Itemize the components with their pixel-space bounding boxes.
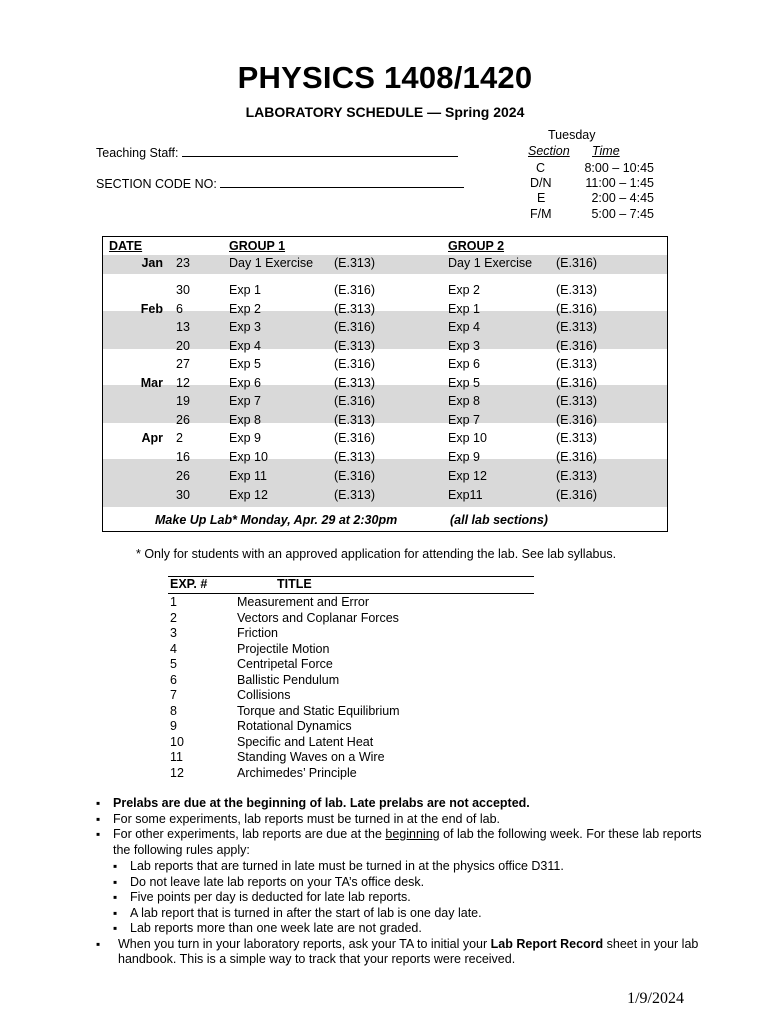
rule-item [96,827,716,937]
exp-title: Torque and Static Equilibrium [237,703,400,718]
sub-rule-item: ▪ Five points per day is deducted for late lab reports. [96,890,716,906]
group1-room: (E.313) [334,339,375,353]
group1-room: (E.313) [334,488,375,502]
group2-activity: Exp 7 [448,413,480,427]
day-label: Tuesday [548,128,596,142]
group2-room: (E.313) [556,394,597,408]
teaching-staff-field [96,145,458,160]
date-header: DATE [109,239,143,253]
sub-rule-item: ▪ Lab reports that are turned in late must be turned in at the physics office D311. [96,859,716,875]
group2-room: (E.313) [556,357,597,371]
group2-room: (E.316) [556,256,597,270]
group2-room: (E.316) [556,413,597,427]
group2-room: (E.313) [556,431,597,445]
rule-item: ▪ For some experiments, lab reports must be turned in at the end of lab. [96,812,716,828]
group1-room: (E.316) [334,357,375,371]
exp-number: 3 [170,626,177,640]
rule-text: of lab the following week. For these lab reports the following rules apply: [113,827,702,857]
experiment-row [168,626,534,642]
month-label: Jan [141,256,163,270]
group1-activity: Exp 6 [229,376,261,390]
section-time: 8:00 – 10:45 [584,161,654,175]
group2-room: (E.313) [556,320,597,334]
group1-activity: Exp 12 [229,488,268,502]
month-label: Apr [141,431,163,445]
group1-activity: Exp 2 [229,302,261,316]
rule-emphasis: Lab Report Record [490,936,604,951]
schedule-table [102,236,668,532]
section-time: 2:00 – 4:45 [591,191,654,205]
group2-activity: Exp 2 [448,283,480,297]
section-code: F/M [530,207,552,221]
group2-activity: Exp 10 [448,431,487,445]
schedule-row [103,256,667,274]
section-row [520,191,660,207]
group2-room: (E.313) [556,283,597,297]
group2-activity: Exp 1 [448,302,480,316]
exp-number: 12 [170,765,184,780]
schedule-row [103,450,667,468]
makeup-lab-note: Make Up Lab* Monday, Apr. 29 at 2:30pm [155,513,398,527]
footnote: * Only for students with an approved application for attending the lab. See lab syllabus. [136,547,617,561]
rule-text: sheet in your lab handbook. This is a simple way to track that your reports were received. [118,936,699,966]
experiment-row [168,719,534,735]
day-label: 16 [176,450,190,464]
month-label: Mar [140,376,163,390]
group1-room: (E.316) [334,283,375,297]
exp-title: Projectile Motion [237,641,330,656]
group1-room: (E.313) [334,413,375,427]
group2-room: (E.316) [556,376,597,390]
group1-activity: Exp 1 [229,283,261,297]
group1-room: (E.313) [334,450,375,464]
experiment-row [168,595,534,611]
group1-room: (E.313) [334,302,375,316]
day-label: 13 [176,320,190,334]
section-code: D/N [530,176,552,190]
day-label: 6 [176,302,183,316]
group1-room: (E.316) [334,469,375,483]
section-code-blank [220,176,464,188]
group1-activity: Exp 3 [229,320,261,334]
exp-title: Rotational Dynamics [237,719,352,733]
exp-number: 4 [170,641,177,656]
experiment-row [168,766,534,782]
experiment-row [168,735,534,751]
experiment-row [168,642,534,658]
experiment-row [168,657,534,673]
experiment-row [168,750,534,766]
time-header: Time [592,144,620,158]
exp-title: Standing Waves on a Wire [237,750,385,764]
exp-number: 11 [170,750,183,764]
group1-activity: Exp 11 [229,469,267,483]
schedule-row [103,469,667,487]
day-label: 19 [176,394,190,408]
exp-title: Friction [237,626,278,640]
exp-title: Specific and Latent Heat [237,734,374,749]
exp-number: 2 [170,610,177,625]
experiment-row [168,704,534,720]
day-label: 26 [176,413,190,427]
group1-header: GROUP 1 [229,239,286,253]
group2-room: (E.316) [556,450,597,464]
experiment-row [168,688,534,704]
group1-activity: Day 1 Exercise [229,256,314,270]
group1-room: (E.316) [334,394,375,408]
group2-activity: Exp11 [448,488,483,502]
teaching-staff-blank [182,145,458,157]
section-header: Section [528,144,570,158]
group1-room: (E.313) [334,376,375,390]
sub-rule-item: ▪ Do not leave late lab reports on your TA’s office desk. [96,875,716,891]
schedule-row [103,339,667,357]
section-code: C [536,161,546,175]
day-label: 23 [176,256,190,270]
section-row [520,207,660,223]
schedule-row [103,394,667,412]
rule-item [96,937,716,968]
exp-number: 9 [170,719,177,733]
section-time: 11:00 – 1:45 [585,176,654,190]
day-label: 2 [176,431,183,445]
group2-room: (E.313) [556,469,597,483]
month-label: Feb [140,302,163,316]
group2-activity: Exp 8 [448,394,480,408]
schedule-row [103,302,667,320]
group2-activity: Exp 12 [448,469,487,483]
exp-title: Archimedes’ Principle [237,765,357,780]
day-label: 12 [176,376,190,390]
exp-title: Vectors and Coplanar Forces [237,610,399,625]
teaching-staff-label: Teaching Staff: [96,146,179,160]
group1-room: (E.313) [334,256,375,270]
group1-activity: Exp 4 [229,339,261,353]
group2-activity: Exp 3 [448,339,480,353]
sub-rule-item: ▪ A lab report that is turned in after the start of lab is one day late. [96,906,716,922]
rule-line [168,576,534,577]
page-title: PHYSICS 1408/1420 [237,60,533,95]
schedule-row [103,431,667,449]
group2-room: (E.316) [556,302,597,316]
day-label: 30 [176,283,190,297]
group2-room: (E.316) [556,488,597,502]
section-time: 5:00 – 7:45 [591,207,654,221]
group1-room: (E.316) [334,320,375,334]
exp-number: 7 [170,688,177,702]
rules-list [96,796,716,968]
day-label: 26 [176,469,190,483]
exp-title: Centripetal Force [237,657,333,671]
exp-number: 6 [170,672,177,687]
section-row [520,176,660,192]
sub-rule-item: ▪ Lab reports more than one week late are not graded. [96,921,716,937]
group1-activity: Exp 7 [229,394,261,408]
exp-title: Collisions [237,688,291,702]
group1-activity: Exp 10 [229,450,268,464]
schedule-row [103,320,667,338]
group2-activity: Exp 6 [448,357,480,371]
schedule-row [103,357,667,375]
experiment-row [168,611,534,627]
exp-title: Ballistic Pendulum [237,672,340,687]
page-subtitle: LABORATORY SCHEDULE — Spring 2024 [245,104,525,120]
group2-activity: Exp 4 [448,320,480,334]
section-code-label: SECTION CODE NO: [96,177,217,191]
exp-number-header: EXP. # [170,577,208,591]
page-date: 1/9/2024 [627,990,684,1007]
day-label: 30 [176,488,190,502]
exp-number: 1 [170,595,177,609]
exp-number: 5 [170,657,177,671]
rule-text: When you turn in your laboratory reports, ask your TA to initial your [118,936,491,951]
experiment-row [168,673,534,689]
section-code: E [537,191,546,205]
group2-header: GROUP 2 [448,239,505,253]
section-row [520,161,660,177]
schedule-row [103,488,667,506]
schedule-row [103,283,667,301]
schedule-row [103,376,667,394]
group2-activity: Exp 9 [448,450,480,464]
day-label: 27 [176,357,190,371]
group1-activity: Exp 8 [229,413,261,427]
rule-item: ▪ Prelabs are due at the beginning of lab. Late prelabs are not accepted. [96,796,716,812]
rule-text: For other experiments, lab reports are due at the [113,827,386,841]
exp-title-header: TITLE [277,577,312,591]
exp-title: Measurement and Error [237,595,370,609]
schedule-row [103,413,667,431]
day-label: 20 [176,339,190,353]
group2-activity: Exp 5 [448,376,480,390]
rule-line [168,593,534,594]
section-code-field [96,176,464,191]
group1-activity: Exp 9 [229,431,261,445]
all-sections-note: (all lab sections) [450,513,548,527]
group2-room: (E.316) [556,339,597,353]
group1-room: (E.316) [334,431,375,445]
exp-number: 10 [170,734,184,749]
exp-number: 8 [170,703,177,718]
group1-activity: Exp 5 [229,357,261,371]
group2-activity: Day 1 Exercise [448,256,533,270]
rule-emphasis: beginning [385,827,440,841]
